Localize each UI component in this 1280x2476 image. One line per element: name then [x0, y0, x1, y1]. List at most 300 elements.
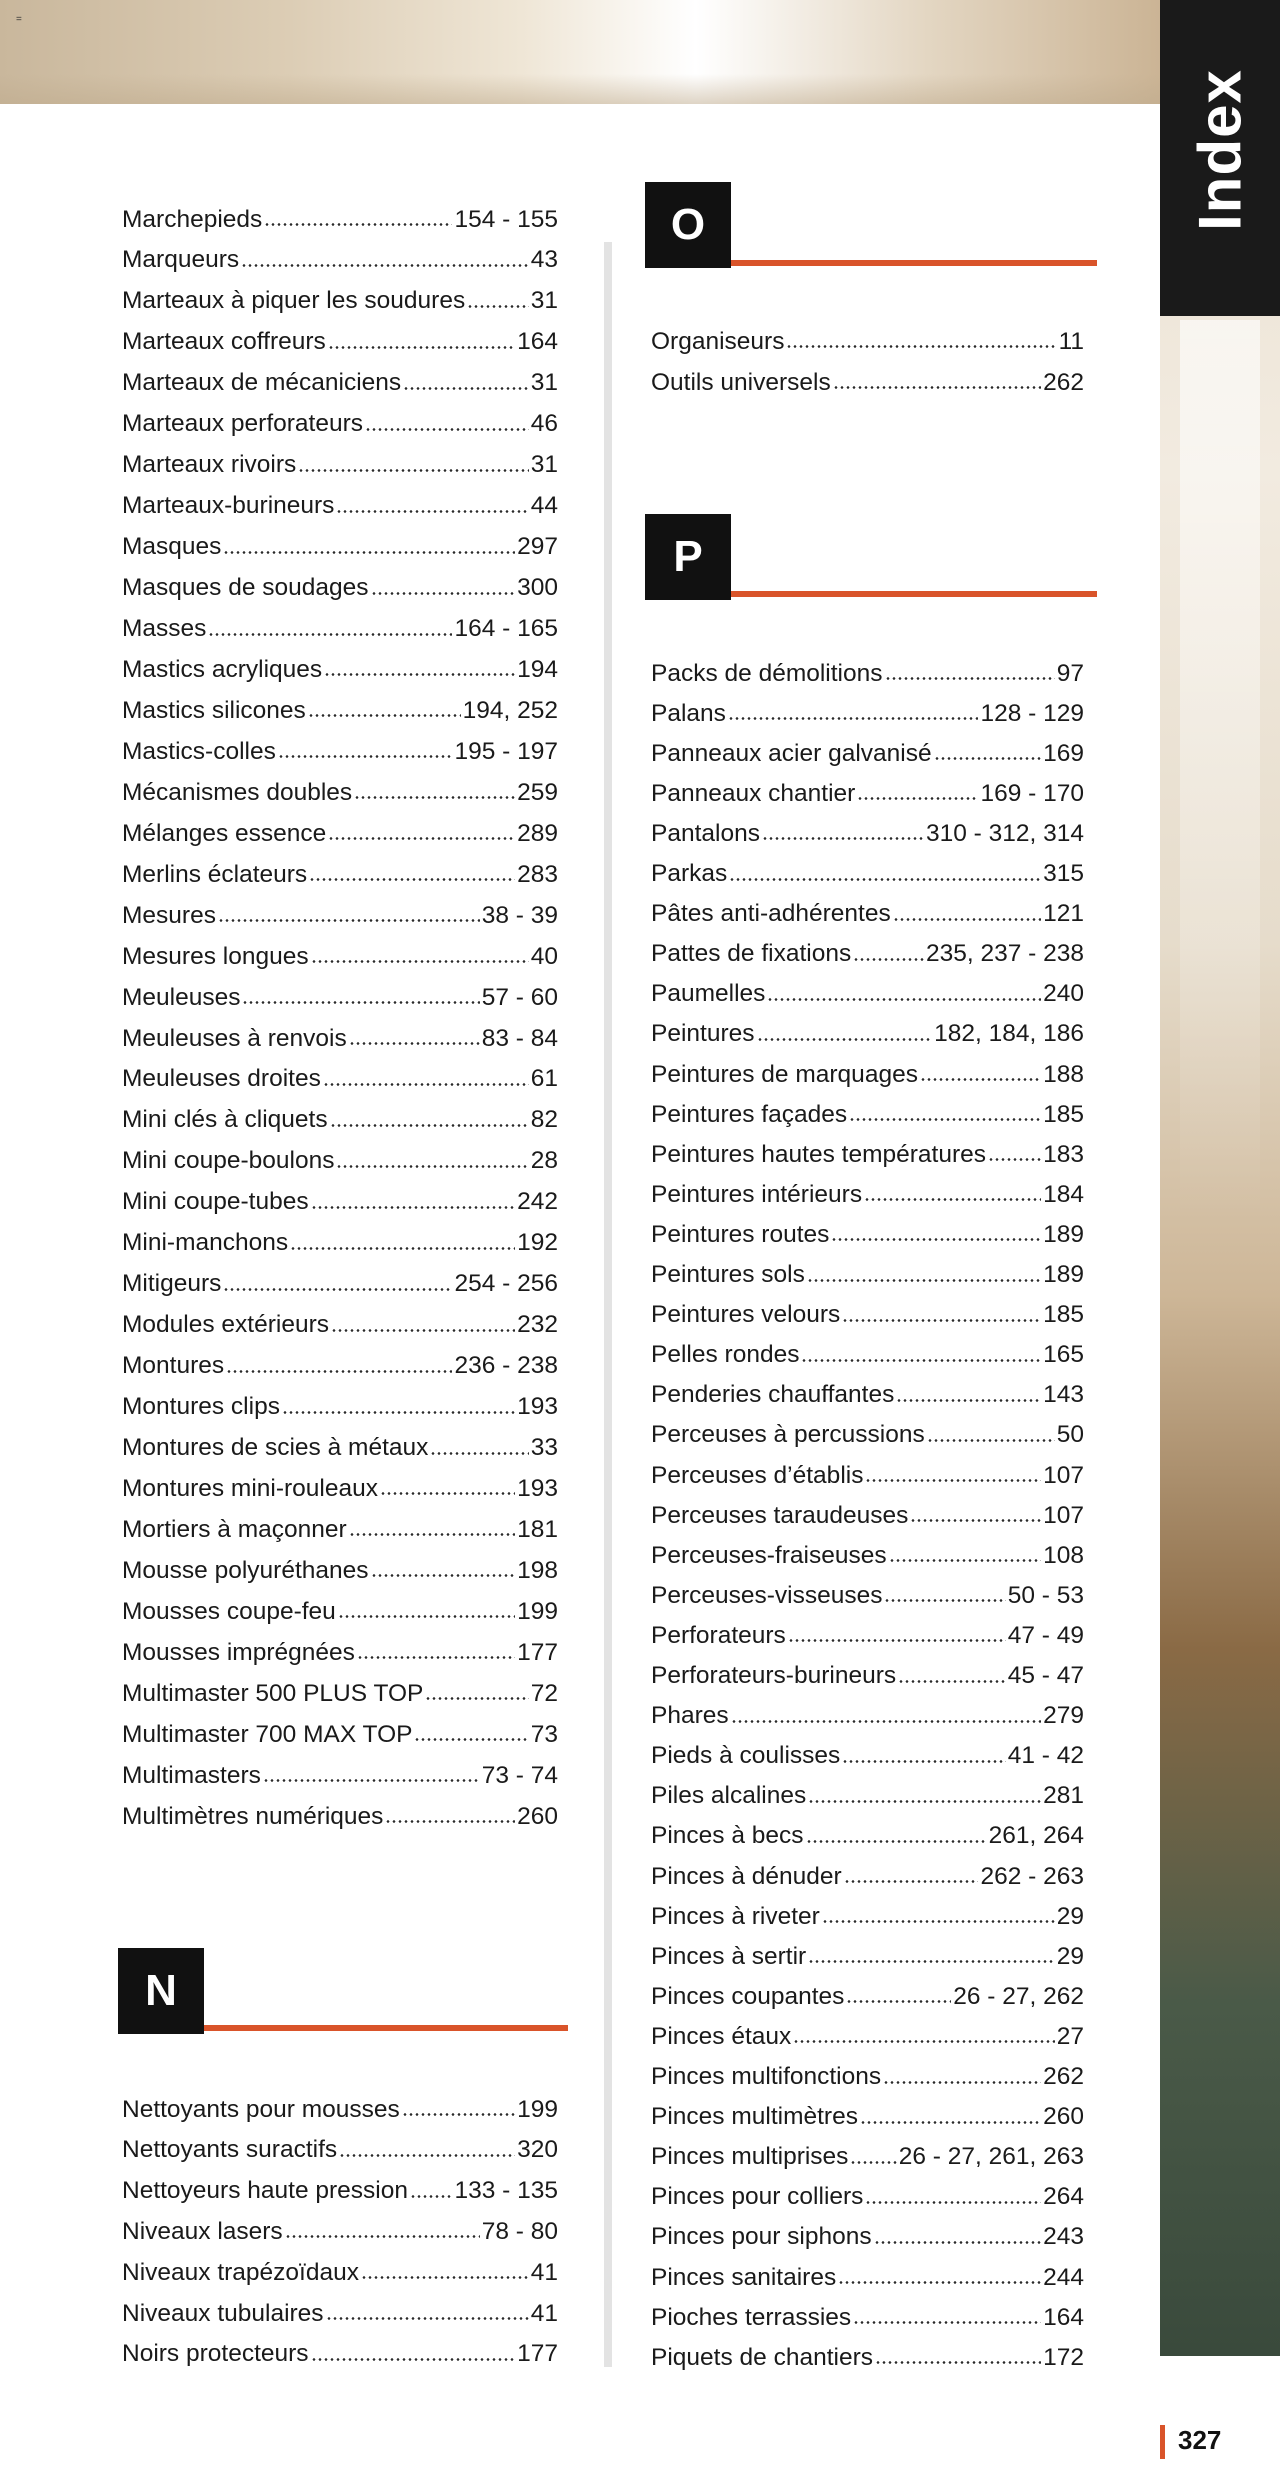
- entry-pages: 177: [517, 1638, 558, 1666]
- entry-pages: 165: [1043, 1341, 1084, 1369]
- index-entry: [122, 1093, 558, 1133]
- index-entry: [122, 683, 558, 723]
- index-entry: [651, 1007, 1084, 1047]
- dot-leader: [311, 2358, 516, 2361]
- entry-pages: 283: [517, 860, 558, 888]
- dot-leader: [323, 1083, 529, 1086]
- dot-leader: [762, 837, 924, 840]
- dot-leader: [767, 998, 1041, 1001]
- entry-name: Pinces à becs: [651, 1822, 804, 1850]
- dot-leader: [849, 1118, 1041, 1121]
- entry-pages: 262 - 263: [980, 1862, 1084, 1890]
- dot-leader: [349, 1533, 515, 1536]
- index-entry: [122, 2327, 558, 2367]
- index-entry: [651, 766, 1084, 806]
- entry-name: Perceuses-fraiseuses: [651, 1541, 887, 1569]
- index-entry: [122, 520, 558, 560]
- index-entry: [122, 1707, 558, 1747]
- entry-name: Pinces à sertir: [651, 1942, 807, 1970]
- dot-leader: [896, 1399, 1041, 1402]
- entry-pages: 164: [517, 328, 558, 356]
- index-entry: [122, 1748, 558, 1788]
- dot-leader: [898, 1680, 1006, 1683]
- entry-pages: 185: [1043, 1100, 1084, 1128]
- entry-pages: 121: [1043, 900, 1084, 928]
- index-entry: [122, 356, 558, 396]
- index-entry: [651, 1488, 1084, 1528]
- dot-leader: [833, 386, 1041, 389]
- entry-pages: 78 - 80: [481, 2217, 558, 2245]
- entry-name: Paumelles: [651, 980, 766, 1008]
- dot-leader: [241, 264, 529, 267]
- index-entry: [122, 724, 558, 764]
- dot-leader: [853, 958, 924, 961]
- entry-name: Peintures de marquages: [651, 1060, 918, 1088]
- dot-leader: [403, 387, 529, 390]
- index-entry: [122, 2286, 558, 2326]
- entry-name: Perceuses taraudeuses: [651, 1501, 909, 1529]
- entry-name: Mastics silicones: [122, 696, 306, 724]
- entry-pages: 26 - 27, 261, 263: [898, 2143, 1084, 2171]
- dot-leader: [226, 1370, 452, 1373]
- dot-leader: [807, 1279, 1041, 1282]
- dot-leader: [324, 673, 515, 676]
- entry-name: Meuleuses droites: [122, 1065, 321, 1093]
- entry-pages: 183: [1043, 1140, 1084, 1168]
- entry-pages: 143: [1043, 1381, 1084, 1409]
- dot-leader: [264, 223, 452, 226]
- entry-name: Montures clips: [122, 1393, 280, 1421]
- entry-name: Pinces coupantes: [651, 1982, 845, 2010]
- index-entry: [651, 1207, 1084, 1247]
- index-entry: [122, 2123, 558, 2163]
- entry-name: Phares: [651, 1702, 729, 1730]
- entry-pages: 61: [530, 1065, 558, 1093]
- entry-pages: 31: [530, 287, 558, 315]
- entry-name: Piquets de chantiers: [651, 2343, 873, 2371]
- entry-name: Pinces à riveter: [651, 1902, 820, 1930]
- entry-pages: 43: [530, 246, 558, 274]
- dot-leader: [357, 1656, 515, 1659]
- index-entry: [651, 2170, 1084, 2210]
- entry-pages: 26 - 27, 262: [953, 1982, 1084, 2010]
- index-entry: [651, 806, 1084, 846]
- entry-pages: 198: [517, 1556, 558, 1584]
- section-letter-p: P: [645, 514, 731, 600]
- dot-leader: [865, 2201, 1041, 2204]
- entry-pages: 108: [1043, 1541, 1084, 1569]
- dot-leader: [920, 1078, 1041, 1081]
- entry-name: Pinces étaux: [651, 2022, 792, 2050]
- entry-pages: 31: [530, 451, 558, 479]
- entry-name: Marteaux à piquer les soudures: [122, 287, 466, 315]
- entry-pages: 44: [530, 492, 558, 520]
- entry-name: Mini-manchons: [122, 1229, 289, 1257]
- dot-leader: [893, 918, 1041, 921]
- dot-leader: [311, 960, 529, 963]
- dot-leader: [223, 551, 515, 554]
- entry-name: Peintures intérieurs: [651, 1180, 863, 1208]
- index-entry: [122, 2082, 558, 2122]
- entry-pages: 194, 252: [462, 696, 558, 724]
- index-entry: [651, 1368, 1084, 1408]
- entry-pages: 194: [517, 655, 558, 683]
- index-entry: [651, 2130, 1084, 2170]
- side-photo: [1160, 0, 1280, 2356]
- entry-name: Mastics-colles: [122, 737, 276, 765]
- dot-leader: [242, 1001, 479, 1004]
- index-entry: [651, 927, 1084, 967]
- entry-pages: 41: [530, 2258, 558, 2286]
- entry-pages: 262: [1043, 368, 1084, 396]
- entry-name: Palans: [651, 699, 726, 727]
- entry-name: Perceuses à percussions: [651, 1421, 925, 1449]
- entry-name: Pinces multifonctions: [651, 2063, 882, 2090]
- dot-leader: [806, 1840, 987, 1843]
- section-line-n: [204, 2025, 568, 2031]
- entry-name: Penderies chauffantes: [651, 1381, 895, 1409]
- index-entry: [122, 561, 558, 601]
- entry-pages: 28: [530, 1147, 558, 1175]
- index-entry: [651, 314, 1084, 354]
- entry-pages: 177: [517, 2340, 558, 2368]
- entry-pages: 45 - 47: [1007, 1662, 1084, 1689]
- entry-name: Mousses imprégnées: [122, 1638, 355, 1666]
- entry-pages: 41 - 42: [1007, 1742, 1084, 1770]
- index-entry: [651, 1929, 1084, 1969]
- dot-leader: [857, 797, 978, 800]
- dot-leader: [875, 2361, 1041, 2364]
- index-entry: [122, 1380, 558, 1420]
- entry-pages: 181: [517, 1515, 558, 1543]
- dot-leader: [336, 510, 528, 513]
- entry-name: Peintures façades: [651, 1100, 848, 1128]
- entry-name: Multimètres numériques: [122, 1802, 384, 1830]
- index-entry: [651, 2290, 1084, 2330]
- entry-name: Niveaux tubulaires: [122, 2299, 324, 2327]
- entry-pages: 11: [1058, 327, 1084, 355]
- entry-pages: 185: [1043, 1301, 1084, 1329]
- entry-name: Meuleuses à renvois: [122, 1024, 347, 1052]
- entry-name: Mini coupe-tubes: [122, 1188, 309, 1216]
- dot-leader: [208, 633, 452, 636]
- entry-pages: 33: [530, 1434, 558, 1461]
- index-entry: [122, 642, 558, 682]
- index-entry: [122, 929, 558, 969]
- index-entry: [651, 1809, 1084, 1849]
- dot-leader: [729, 878, 1041, 881]
- entry-name: Piles alcalines: [651, 1782, 807, 1810]
- entry-name: Mitigeurs: [122, 1270, 222, 1298]
- dot-leader: [838, 2281, 1041, 2284]
- dot-leader: [263, 1779, 480, 1782]
- entry-pages: 242: [517, 1188, 558, 1216]
- dot-leader: [808, 1800, 1041, 1803]
- index-entry: [651, 1087, 1084, 1127]
- entry-name: Pâtes anti-adhérentes: [651, 900, 891, 928]
- entry-pages: 169: [1043, 739, 1084, 767]
- header-photo-banner: [0, 0, 1160, 104]
- entry-name: Masques de soudages: [122, 574, 369, 602]
- index-entry: [651, 1047, 1084, 1087]
- dot-leader: [864, 1198, 1041, 1201]
- index-entry: [122, 1052, 558, 1092]
- index-entry: [651, 2330, 1084, 2370]
- dot-leader: [336, 1165, 528, 1168]
- entry-name: Marteaux coffreurs: [122, 328, 326, 356]
- entry-pages: 29: [1056, 1902, 1084, 1930]
- entry-pages: 193: [517, 1393, 558, 1421]
- entry-name: Multimaster 700 MAX TOP: [122, 1720, 413, 1748]
- entry-pages: 184: [1043, 1180, 1084, 1208]
- entry-name: Parkas: [651, 860, 728, 887]
- index-entry: [122, 2164, 558, 2204]
- entry-name: Nettoyants suractifs: [122, 2136, 338, 2164]
- index-entry: [122, 1461, 558, 1501]
- index-entry: [122, 397, 558, 437]
- dot-leader: [793, 2040, 1054, 2043]
- dot-leader: [884, 1599, 1005, 1602]
- dot-leader: [371, 1574, 516, 1577]
- entry-pages: 195 - 197: [454, 737, 558, 765]
- entry-name: Pinces pour siphons: [651, 2223, 872, 2251]
- index-entry: [651, 2210, 1084, 2250]
- dot-leader: [380, 1492, 515, 1495]
- index-entry: [122, 1789, 558, 1829]
- index-entry: [651, 887, 1084, 927]
- index-entry: [651, 1649, 1084, 1689]
- dot-leader: [414, 1738, 528, 1741]
- index-entry: [122, 1421, 558, 1461]
- dot-leader: [808, 1960, 1055, 1963]
- index-entry: [651, 1689, 1084, 1729]
- dot-leader: [339, 2154, 515, 2157]
- entry-pages: 83 - 84: [481, 1024, 558, 1052]
- dot-leader: [865, 1479, 1041, 1482]
- entry-name: Nettoyeurs haute pression: [122, 2177, 408, 2205]
- dot-leader: [410, 2195, 452, 2198]
- entry-pages: 264: [1043, 2183, 1084, 2211]
- entry-pages: 235, 237 - 238: [925, 940, 1084, 968]
- entry-name: Pantalons: [651, 819, 760, 847]
- dot-leader: [860, 2121, 1041, 2124]
- entry-pages: 73 - 74: [481, 1761, 558, 1789]
- dot-leader: [889, 1559, 1042, 1562]
- dot-leader: [910, 1519, 1041, 1522]
- section-line-o: [731, 260, 1097, 266]
- index-entry: [651, 355, 1084, 395]
- entry-pages: 297: [517, 533, 558, 561]
- entry-pages: 50: [1056, 1421, 1084, 1449]
- dot-leader: [874, 2241, 1041, 2244]
- entry-pages: 57 - 60: [481, 983, 558, 1011]
- dot-leader: [282, 1411, 515, 1414]
- index-title: Index: [1186, 69, 1254, 231]
- entry-name: Niveaux trapézoïdaux: [122, 2258, 359, 2286]
- dot-leader: [846, 2000, 951, 2003]
- index-entry: [122, 2245, 558, 2285]
- entry-pages: 29: [1056, 1942, 1084, 1970]
- page-number: 327: [1178, 2425, 1222, 2455]
- dot-leader: [927, 1439, 1055, 1442]
- entry-name: Pinces pour colliers: [651, 2183, 864, 2211]
- entry-pages: 97: [1056, 659, 1084, 687]
- index-entry: [651, 1969, 1084, 2009]
- entry-pages: 189: [1043, 1261, 1084, 1288]
- dot-leader: [331, 1329, 515, 1332]
- dot-leader: [328, 346, 515, 349]
- entry-pages: 281: [1043, 1782, 1084, 1810]
- page-number-bar: [1160, 2425, 1165, 2459]
- entry-pages: 254 - 256: [454, 1270, 558, 1298]
- section-line-p: [731, 591, 1097, 597]
- entry-name: Pinces multiprises: [651, 2143, 849, 2171]
- entry-name: Panneaux acier galvanisé: [651, 739, 932, 767]
- entry-pages: 236 - 238: [454, 1352, 558, 1380]
- entry-name: Peintures routes: [651, 1220, 830, 1248]
- entry-pages: 261, 264: [988, 1822, 1084, 1850]
- dot-leader: [330, 1124, 529, 1127]
- index-entry: [651, 1448, 1084, 1488]
- entry-pages: 240: [1043, 980, 1084, 1008]
- dot-leader: [290, 1247, 515, 1250]
- index-entry: [122, 888, 558, 928]
- entry-pages: 289: [517, 819, 558, 847]
- entry-name: Mesures: [122, 901, 216, 929]
- index-entry: [122, 1502, 558, 1542]
- entry-name: Mousse polyuréthanes: [122, 1556, 369, 1584]
- entry-name: Montures de scies à métaux: [122, 1434, 429, 1461]
- index-entry: [651, 847, 1084, 887]
- entry-name: Multimasters: [122, 1761, 261, 1789]
- dot-leader: [728, 717, 979, 720]
- index-entry: [122, 315, 558, 355]
- dot-leader: [361, 2276, 529, 2279]
- index-entry: [651, 1528, 1084, 1568]
- entry-name: Marteaux de mécaniciens: [122, 369, 402, 397]
- entry-name: Masses: [122, 615, 207, 642]
- dot-leader: [801, 1359, 1041, 1362]
- entry-name: Mortiers à maçonner: [122, 1515, 347, 1543]
- index-entry: [651, 2090, 1084, 2130]
- index-entry: [122, 1298, 558, 1338]
- entry-pages: 31: [530, 369, 558, 397]
- index-entry: [122, 1011, 558, 1051]
- entry-name: Mini clés à cliquets: [122, 1106, 328, 1134]
- index-entry: [122, 602, 558, 642]
- index-entry: [651, 1167, 1084, 1207]
- index-entry: [651, 646, 1084, 686]
- index-entry: [122, 1134, 558, 1174]
- index-entry: [122, 1625, 558, 1665]
- index-entry: [122, 438, 558, 478]
- dot-leader: [223, 1288, 452, 1291]
- entry-name: Peintures sols: [651, 1261, 805, 1288]
- entry-pages: 154 - 155: [454, 205, 558, 233]
- entry-name: Peintures velours: [651, 1301, 841, 1329]
- entry-name: Peintures: [651, 1020, 755, 1048]
- index-entry: [651, 1248, 1084, 1288]
- entry-name: Multimaster 500 PLUS TOP: [122, 1679, 424, 1707]
- index-entry: [651, 1729, 1084, 1769]
- index-entry: [651, 1889, 1084, 1929]
- entry-name: Pieds à coulisses: [651, 1742, 841, 1770]
- entry-name: Modules extérieurs: [122, 1311, 329, 1339]
- entry-pages: 128 - 129: [980, 699, 1084, 727]
- dot-leader: [425, 1697, 528, 1700]
- entry-pages: 72: [530, 1679, 558, 1707]
- index-entry: [122, 1543, 558, 1583]
- index-entry: [122, 1584, 558, 1624]
- index-entry: [122, 970, 558, 1010]
- index-entry: [651, 686, 1084, 726]
- entry-pages: 320: [517, 2136, 558, 2164]
- entry-name: Noirs protecteurs: [122, 2340, 309, 2368]
- index-entry: [122, 1175, 558, 1215]
- entry-pages: 82: [530, 1106, 558, 1134]
- entry-pages: 188: [1043, 1060, 1084, 1088]
- entry-name: Pelles rondes: [651, 1341, 800, 1369]
- entry-name: Peintures hautes températures: [651, 1140, 987, 1168]
- index-entry: [651, 2009, 1084, 2049]
- dot-leader: [842, 1319, 1041, 1322]
- dot-leader: [988, 1158, 1041, 1161]
- dot-leader: [311, 1206, 516, 1209]
- entry-name: Meuleuses: [122, 983, 241, 1011]
- entry-name: Marteaux rivoirs: [122, 451, 297, 479]
- entry-name: Organiseurs: [651, 327, 785, 355]
- entry-pages: 133 - 135: [454, 2177, 558, 2205]
- entry-name: Pinces à dénuder: [651, 1862, 842, 1890]
- entry-pages: 192: [517, 1229, 558, 1257]
- dot-leader: [278, 755, 453, 758]
- section-letter-n: N: [118, 1948, 204, 2034]
- dot-leader: [467, 305, 529, 308]
- entry-name: Mini coupe-boulons: [122, 1147, 335, 1175]
- entry-name: Perceuses d’établis: [651, 1461, 864, 1489]
- dot-leader: [757, 1038, 933, 1041]
- entry-name: Panneaux chantier: [651, 779, 856, 807]
- entry-pages: 262: [1043, 2063, 1084, 2090]
- header-mark: =: [16, 14, 22, 25]
- entry-name: Pioches terrassies: [651, 2303, 852, 2331]
- entry-pages: 193: [517, 1474, 558, 1502]
- dot-leader: [731, 1720, 1041, 1723]
- index-entry: [122, 2204, 558, 2244]
- entry-name: Nettoyants pour mousses: [122, 2095, 400, 2123]
- entry-name: Pattes de fixations: [651, 940, 852, 968]
- dot-leader: [338, 1615, 515, 1618]
- dot-leader: [842, 1760, 1005, 1763]
- index-entry: [651, 1769, 1084, 1809]
- entry-pages: 164: [1043, 2303, 1084, 2331]
- index-entry: [651, 967, 1084, 1007]
- entry-pages: 40: [530, 942, 558, 970]
- entry-pages: 315: [1043, 860, 1084, 887]
- dot-leader: [850, 2161, 896, 2164]
- dot-leader: [844, 1880, 979, 1883]
- index-entry: [651, 1849, 1084, 1889]
- entry-name: Perforateurs: [651, 1621, 786, 1649]
- index-entry: [651, 726, 1084, 766]
- index-entry: [122, 1257, 558, 1297]
- entry-name: Perforateurs-burineurs: [651, 1662, 897, 1689]
- dot-leader: [218, 919, 480, 922]
- entry-name: Mastics acryliques: [122, 655, 323, 683]
- index-entry: [122, 1339, 558, 1379]
- dot-leader: [349, 1042, 480, 1045]
- dot-leader: [328, 837, 515, 840]
